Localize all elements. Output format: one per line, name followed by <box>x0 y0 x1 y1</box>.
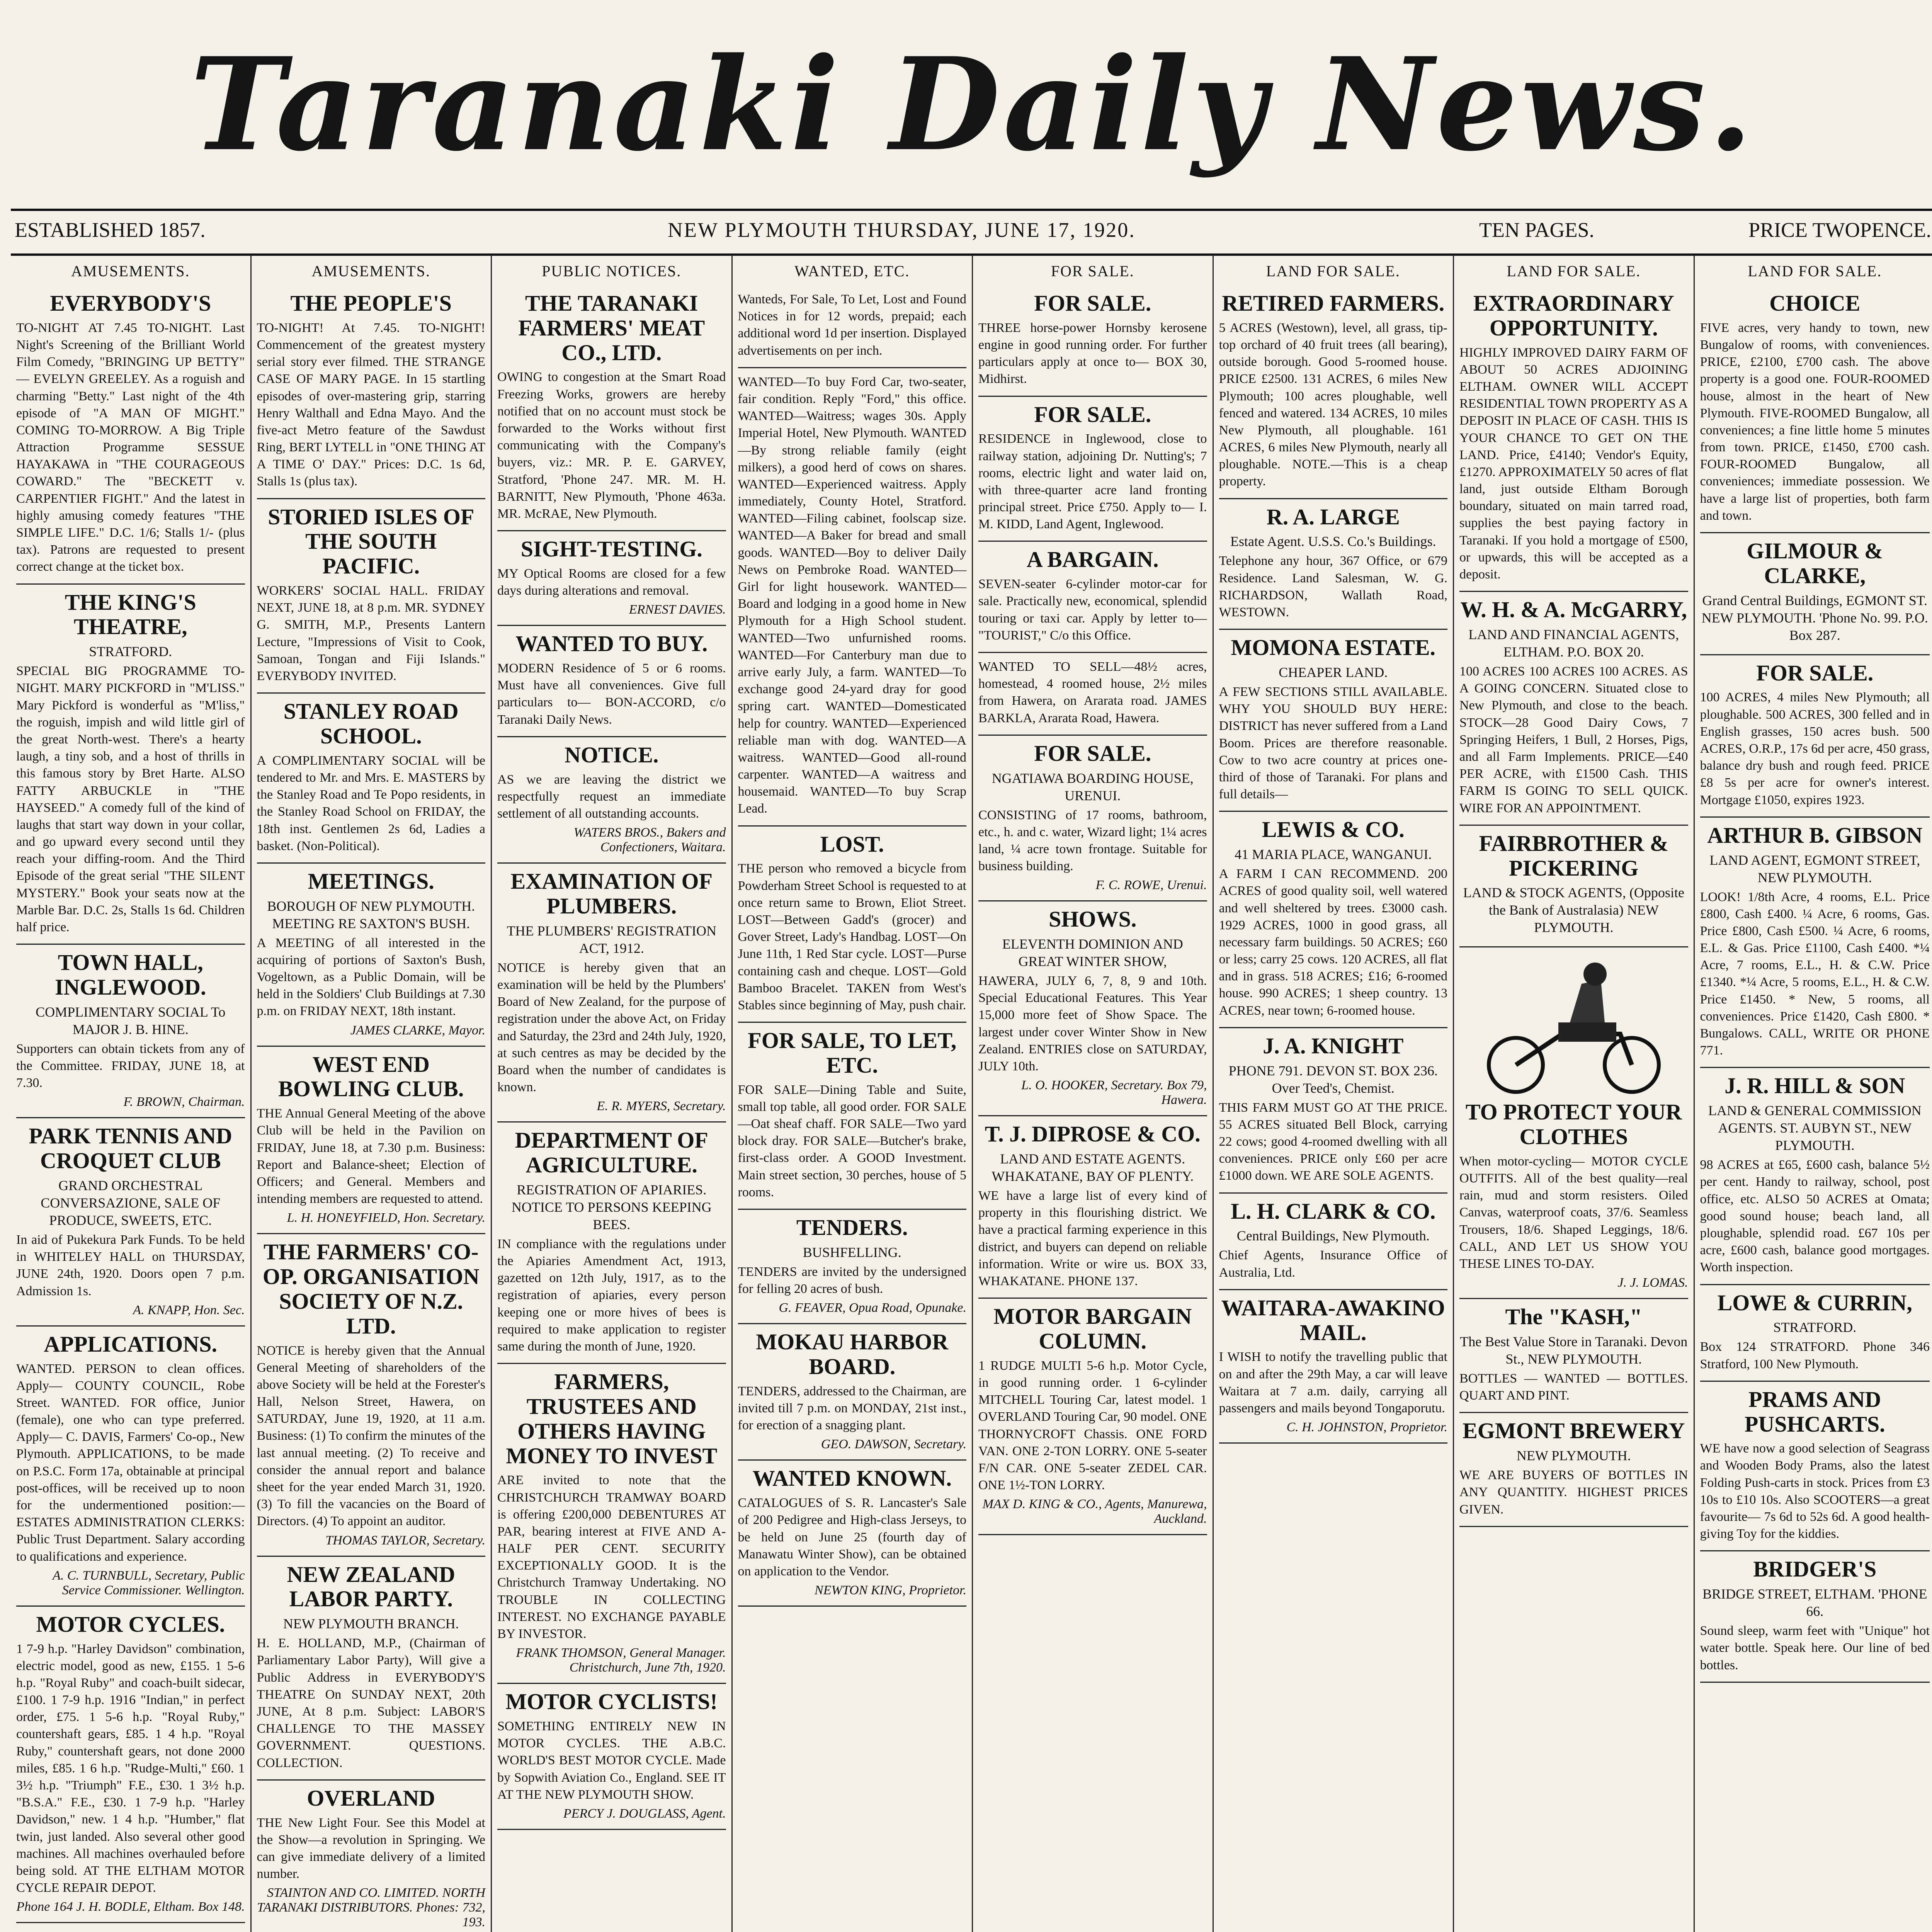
advertisement <box>257 1557 486 1781</box>
ad-subtitle: ELEVENTH DOMINION AND GREAT WINTER SHOW, <box>1002 936 1183 969</box>
ad-title: THE FARMERS' CO-OP. ORGANISATION SOCIETY OF N.Z. LTD. <box>262 1239 480 1338</box>
advertisement <box>257 694 486 864</box>
advertisement <box>1459 1413 1688 1527</box>
ad-title: EXAMINATION OF PLUMBERS. <box>510 869 713 918</box>
ad-title: OVERLAND <box>307 1785 435 1811</box>
ad-title: PRAMS AND PUSHCARTS. <box>1744 1386 1885 1437</box>
ad-title: TENDERS. <box>796 1215 908 1240</box>
advertisement <box>738 1324 967 1461</box>
ad-title: FOR SALE, TO LET, ETC. <box>748 1028 957 1078</box>
ad-body: HIGHLY IMPROVED DAIRY FARM OF ABOUT 50 ACRES ADJOINING ELTHAM. OWNER WILL ACCEPT RESIDENTIAL TOWN PROPERTY AS A DEPOSIT IN PLACE OF CASH. THIS IS YOUR CHANCE TO GET ON THE LAND. Price, £4140; Vendor's Equity, £1270. APPROXIMATELY 50 acres of flat land, just outside Eltham Borough boundary, situated on main tarred road, supplies the best paying factory in Taranaki. If you hold a mortgage of £500, or upwards, this will be accepted as a deposit. <box>1459 345 1688 582</box>
advertisement <box>1219 812 1448 1028</box>
ad-signature: G. FEAVER, Opua Road, Opunake. <box>779 1301 966 1315</box>
ad-body: HAWERA, JULY 6, 7, 8, 9 and 10th. Special Educational Features. This Year 15,000 more feet of Show Space. The largest under cover Winter Show in New Zealand. ENTRIES close on SATURDAY, JULY 10th. <box>978 974 1207 1074</box>
ad-subtitle: NEW PLYMOUTH BRANCH. <box>283 1616 459 1632</box>
ad-body: 100 ACRES 100 ACRES 100 ACRES. AS A GOING CONCERN. Situated close to New Plymouth, and close to the beach. STOCK—28 Good Dairy Cows, 7 Springing Heifers, 1 Bull, 2 Horses, Pigs, and all Farm Implements. PRICE—£40 PER ACRE, with £1500 Cash. THIS FARM IS GOING TO SELL QUICK. WIRE FOR AN APPOINTMENT. <box>1459 664 1688 815</box>
advertisement <box>1459 592 1688 825</box>
ad-title: MOKAU HARBOR BOARD. <box>756 1329 949 1379</box>
ad-title: WANTED TO BUY. <box>515 631 708 656</box>
ad-title: LOST. <box>820 831 884 857</box>
ad-title: A BARGAIN. <box>1026 547 1159 572</box>
ad-signature: C. H. JOHNSTON, Proprietor. <box>1286 1420 1447 1435</box>
ad-subtitle: Estate Agent. U.S.S. Co.'s Buildings. <box>1230 534 1436 549</box>
advertisement <box>16 945 245 1118</box>
ad-subtitle: THE PLUMBERS' REGISTRATION ACT, 1912. <box>507 923 716 956</box>
ad-signature: WATERS BROS., Bakers and Confectioners, Waitara. <box>573 825 726 855</box>
ad-title: WAITARA-AWAKINO MAIL. <box>1221 1295 1445 1345</box>
ad-title: FOR SALE. <box>1034 740 1151 766</box>
ad-signature: Phone 164 J. H. BODLE, Eltham. Box 148. <box>16 1900 245 1914</box>
ad-body: FIVE acres, very handy to town, new Bungalow of rooms, with conveniences. PRICE, £2100, £700 cash. The above property is a good one. FOUR-ROOMED house, almost in the heart of New Plymouth. FIVE-ROOMED Bungalow, all conveniences; a fine little home 5 minutes from town. PRICE, £1450, £700 cash. FOUR-ROOMED Bungalow, all conveniences; immediate possession. We have a large list of properties, both farm and town. <box>1700 320 1930 523</box>
ad-title: BRIDGER'S <box>1753 1556 1877 1582</box>
column-heading: LAND FOR SALE. <box>1748 262 1882 280</box>
ad-title: J. A. KNIGHT <box>1263 1033 1404 1058</box>
advertisement <box>16 1607 245 1923</box>
column-heading: WANTED, ETC. <box>794 262 910 280</box>
column-2 <box>252 255 492 1932</box>
advertisement <box>1219 499 1448 630</box>
ad-title: LEWIS & CO. <box>1262 817 1405 842</box>
ad-signature: JAMES CLARKE, Mayor. <box>350 1023 485 1037</box>
ad-body: MY Optical Rooms are closed for a few days during alterations and removal. <box>497 566 726 598</box>
ad-title: MOMONA ESTATE. <box>1231 635 1436 660</box>
ad-subtitle: BUSHFELLING. <box>803 1244 901 1260</box>
ad-title: MEETINGS. <box>308 868 434 894</box>
ad-signature: STAINTON AND CO. LIMITED. NORTH TARANAKI DISTRIBUTORS. Phones: 732, 193. <box>257 1886 485 1930</box>
ad-title: EGMONT BREWERY <box>1463 1418 1685 1444</box>
ad-subtitle: LAND & STOCK AGENTS, (Opposite the Bank of Australasia) NEW PLYMOUTH. <box>1463 885 1684 935</box>
ad-title: STORIED ISLES OF THE SOUTH PACIFIC. <box>268 504 474 579</box>
ad-body: A COMPLIMENTARY SOCIAL will be tendered to Mr. and Mrs. E. MASTERS by the Stanley Road and Te Popo residents, in the Stanley Road School on FRIDAY, the 18th inst. Gentlemen 2s 6d, Ladies a basket. (Non-Political). <box>257 753 485 853</box>
advertisement <box>1700 286 1930 533</box>
ad-body: RESIDENCE in Inglewood, close to railway station, adjoining Dr. Nutting's; 7 rooms, electric light and water laid on, with three-quarter acre land fronting principal street. Price £750. Apply to— I. M. KIDD, Land Agent, Inglewood. <box>978 432 1207 532</box>
advertisement <box>257 864 486 1047</box>
ad-title: GILMOUR & CLARKE, <box>1747 538 1883 588</box>
ad-body: WANTED. PERSON to clean offices. Apply— COUNTY COUNCIL, Robe Street. WANTED. FOR office, Junior (female), one who can type preferred. Apply— C. DAVIS, Farmers' Co-op., New Plymouth. APPLICATIONS, to be made on P.S.C. Form 17a, obtainable at principal post-offices, will be received up to noon for the undermentioned position:— ESTATES ADMINISTRATION CLERKS: Public Trust Department. Salary according to qualifications and experience. <box>16 1361 245 1564</box>
ad-body: WE have now a good selection of Seagrass and Wooden Body Prams, also the latest Folding Push-carts in stock. Prices from £3 10s to £10 10s. Also SCOOTERS—a great favourite— 7s 6d to 52s 6d. A good health-giving Toy for the kiddies. <box>1700 1441 1930 1541</box>
masthead-title: Taranaki Daily News. <box>190 29 1756 179</box>
advertisement <box>1219 286 1448 499</box>
ad-title: EXTRAORDINARY OPPORTUNITY. <box>1473 291 1674 340</box>
ad-body: WE have a large list of every kind of property in this flourishing district. We have a practical farming experience in this district, and buyers can depend on reliable information. Write or wire us. BOX 33, WHAKATANE. PHONE 137. <box>978 1189 1207 1288</box>
ad-title: NEW ZEALAND LABOR PARTY. <box>287 1561 456 1612</box>
advertisement <box>978 397 1207 542</box>
advertisement <box>1700 655 1930 818</box>
ad-body: TO-NIGHT AT 7.45 TO-NIGHT. Last Night's Screening of the Brilliant World Film Comedy, "BRINGING UP BETTY" — EVELYN GREELEY. As a roguish and charming "Betty." Last night of the 4th episode of "A MAN OF MIGHT." COMING TO-MORROW. A Big Triple Attraction Programme SESSUE HAYAKAWA in "THE COURAGEOUS COWARD." The "BECKETT v. CARPENTIER FIGHT." And the latest in highly amusing comedy features "THE SIMPLE LIFE." D.C. 1/6; Stalls 1/- (plus tax). Patrons are requested to present correct change at the ticket box. <box>16 320 245 574</box>
ad-title: FAIRBROTHER & PICKERING <box>1479 830 1668 881</box>
advertisement <box>978 736 1207 902</box>
column-heading: AMUSEMENTS. <box>311 262 431 280</box>
advertisement <box>497 286 726 531</box>
ad-title: The "KASH," <box>1505 1304 1642 1330</box>
advertisement <box>1459 826 1688 948</box>
ad-body: CONSISTING of 17 rooms, bathroom, etc., h. and c. water, Wizard light; 1¼ acres land, ¼ acre town frontage. Suitable for business building. <box>978 808 1207 874</box>
ad-title: J. R. HILL & SON <box>1725 1073 1905 1099</box>
ad-body: THE New Light Four. See this Model at the Show—a revolution in Springing. We can give immediate delivery of a limited number. <box>257 1815 485 1881</box>
pages-label: TEN PAGES. <box>1479 218 1595 242</box>
ad-title: PARK TENNIS AND CROQUET CLUB <box>29 1123 232 1173</box>
ad-signature: F. BROWN, Chairman. <box>123 1095 245 1109</box>
advertisement <box>1219 630 1448 812</box>
ad-body: SEVEN-seater 6-cylinder motor-car for sale. Practically new, economical, splendid touring or taxi car. Apply by letter to— "TOURIST," C/o this Office. <box>978 577 1207 643</box>
ad-body: 1 7-9 h.p. "Harley Davidson" combination, electric model, good as new, £155. 1 5-6 h.p. "Royal Ruby" and coach-built sidecar, £100. 1 7-9 h.p. 1916 "Indian," in perfect order, £75. 1 5-6 h.p. "Royal Ruby," countershaft gears, £85. 1 4 h.p. "Royal Ruby," countershaft gears, not done 2000 miles, £85. 1 6 h.p. "Rudge-Multi," £60. 1 3½ h.p. "Triumph" F.E., £30. 1 3½ h.p. "B.S.A." F.E., £30. 1 7-9 h.p. "Harley Davidson," new. 1 4 h.p. "Humber," flat twin, just landed. Also several other good machines. All machines overhauled before being sold. AT THE ELTHAM MOTOR CYCLE REPAIR DEPOT. <box>16 1641 245 1895</box>
ad-title: FOR SALE. <box>1034 401 1151 427</box>
advertisement <box>16 286 245 585</box>
ad-body: A FEW SECTIONS STILL AVAILABLE. WHY YOU SHOULD BUY HERE: DISTRICT has never suffered from a Land Boom. Prices are therefore reasonable. Cow to two acre country at prices one-third of those of Taranaki. For plans and full details— <box>1219 685 1447 802</box>
advertisement <box>1219 1290 1448 1444</box>
advertisement <box>257 286 486 499</box>
ad-body: In aid of Pukekura Park Funds. To be held in WHITELEY HALL on THURSDAY, JUNE 24th, 1920. Doors open 7 p.m. Admission 1s. <box>16 1232 245 1298</box>
ad-body: When motor-cycling— MOTOR CYCLE OUTFITS. All of the best quality—real rain, mud and storm resisters. Oiled Canvas, waterproof coats, 37/6. Seamless Trousers, 18/6. Shaped Leggings, 18/6. CALL, AND LET US SHOW YOU THESE LINES TO-DAY. <box>1459 1154 1688 1271</box>
column-8 <box>1695 255 1932 1932</box>
ad-title: TO PROTECT YOUR CLOTHES <box>1465 1099 1682 1150</box>
ad-body: OWING to congestion at the Smart Road Freezing Works, growers are hereby notified that on no account must stock be forwarded to the Works without first communicating with the Company's buyers, viz.: MR. P. E. GARVEY, Stratford, 'Phone 247. MR. M. H. BARNITT, New Plymouth, 'Phone 463a. MR. McRAE, New Plymouth. <box>497 370 726 521</box>
ad-body: 100 ACRES, 4 miles New Plymouth; all ploughable. 500 ACRES, 300 felled and in English grasses, 150 acres bush. 500 ACRES, O.R.P., 17s 6d per acre, 450 grass, balance dry bush and rough feed. PRICE £8 5s per acre for owner's interest. Mortgage £1050, expires 1923. <box>1700 690 1930 807</box>
advertisement <box>497 1684 726 1830</box>
ad-signature: F. C. ROWE, Urenui. <box>1095 878 1207 893</box>
advertisement <box>1700 1068 1930 1285</box>
advertisement <box>738 368 967 827</box>
ad-signature: ERNEST DAVIES. <box>629 602 726 617</box>
ad-subtitle: Central Buildings, New Plymouth. <box>1236 1228 1430 1244</box>
ad-title: THE PEOPLE'S <box>290 291 452 316</box>
ad-title: EVERYBODY'S <box>50 291 211 316</box>
advertisement <box>738 1461 967 1607</box>
ad-signature: L. H. HONEYFIELD, Hon. Secretary. <box>287 1211 485 1225</box>
ad-body: THE Annual General Meeting of the above Club will be held in the Pavilion on FRIDAY, June 18, at 7.30 p.m. Business: Report and Balance-sheet; Election of Officers; and General. Members and intending members are requested to attend. <box>257 1106 485 1206</box>
ad-subtitle: BRIDGE STREET, ELTHAM. 'PHONE 66. <box>1702 1586 1927 1619</box>
dateline-bar <box>11 209 1932 256</box>
advertisement <box>16 1327 245 1607</box>
advertisement <box>1700 533 1930 655</box>
ad-subtitle: LAND AGENT, EGMONT STREET, NEW PLYMOUTH. <box>1709 852 1920 885</box>
advertisement <box>257 1781 486 1932</box>
ad-subtitle: LAND AND FINANCIAL AGENTS, ELTHAM. P.O. BOX 20. <box>1468 627 1679 660</box>
ad-body: TENDERS are invited by the undersigned for felling 20 acres of bush. <box>738 1264 966 1296</box>
column-6 <box>1214 255 1454 1932</box>
ad-signature: A. KNAPP, Hon. Sec. <box>133 1303 245 1317</box>
ad-body: Chief Agents, Insurance Office of Australia, Ltd. <box>1219 1248 1447 1280</box>
ad-subtitle: NGATIAWA BOARDING HOUSE, URENUI. <box>992 770 1194 803</box>
ad-body: Telephone any hour, 367 Office, or 679 Residence. Land Salesman, W. G. RICHARDSON, Wallath Road, WESTOWN. <box>1219 554 1447 620</box>
ad-title: MOTOR BARGAIN COLUMN. <box>993 1304 1192 1354</box>
ad-title: RETIRED FARMERS. <box>1222 291 1445 316</box>
ad-body: WORKERS' SOCIAL HALL. FRIDAY NEXT, JUNE 18, at 8 p.m. MR. SYDNEY G. SMITH, M.P., Presents Lantern Lecture, "Impressions of Visit to Cook, Samoan, Tongan and Fiji Islands." EVERYBODY INVITED. <box>257 583 485 683</box>
advertisement <box>1219 1028 1448 1194</box>
ad-body: WE ARE BUYERS OF BOTTLES IN ANY QUANTITY. HIGHEST PRICES GIVEN. <box>1459 1468 1688 1517</box>
advertisement <box>1700 1382 1930 1552</box>
ad-body: NOTICE is hereby given that an examination will be held by the Plumbers' Board of New Zealand, for the purpose of registration under the above Act, on Friday and Saturday, the 23rd and 24th July, 1920, at such centres as may be decided by the Board when the number of candidates is known. <box>497 960 726 1095</box>
ad-title: NOTICE. <box>565 742 659 767</box>
column-5 <box>973 255 1214 1932</box>
ad-body: THE person who removed a bicycle from Powderham Street School is requested to at once return same to Brown, Eliot Street. LOST—Between Gadd's (grocer) and Gover Street, Lady's Handbag. LOST—On June 11th, 1 Red Star cycle. LOST—Purse containing cash and cheque. LOST—Gold Bamboo Bracelet. TAKEN from West's Stables since beginning of May, push chair. <box>738 861 966 1012</box>
advertisement <box>16 1118 245 1326</box>
ad-title: FOR SALE. <box>1034 291 1151 316</box>
ad-title: APPLICATIONS. <box>44 1331 217 1357</box>
advertisement <box>978 1116 1207 1299</box>
ad-body: 98 ACRES at £65, £600 cash, balance 5½ per cent. Handy to railway, school, post office, etc. ALSO 50 ACRES at Omata; good sound house; beach land, all ploughable, splendid road. £67 10s per acre, £600 cash, balance good mortgages. Worth inspection. <box>1700 1158 1930 1275</box>
ad-title: MOTOR CYCLES. <box>36 1611 225 1637</box>
advertisement <box>497 531 726 626</box>
ad-subtitle: 41 MARIA PLACE, WANGANUI. <box>1235 847 1432 862</box>
price-label: PRICE TWOPENCE. <box>1748 218 1931 242</box>
column-4 <box>733 255 973 1932</box>
ad-subtitle: PHONE 791. DEVON ST. BOX 236. Over Teed's, Chemist. <box>1228 1063 1438 1096</box>
ad-body: NOTICE is hereby given that the Annual General Meeting of shareholders of the above Society will be held at the Forester's Hall, Nelson Street, Hawera, on SATURDAY, June 19, 1920, at 11 a.m. Business: (1) To confirm the minutes of the last annual meeting. (2) To receive and consider the annual report and balance sheet for the year ended March 31, 1920. (3) To fill the vacancies on the Board of Directors. (4) To appoint an auditor. <box>257 1343 485 1529</box>
ad-title: W. H. & A. McGARRY, <box>1460 597 1687 622</box>
ad-title: THE KING'S THEATRE, <box>65 589 196 639</box>
column-heading: AMUSEMENTS. <box>71 262 190 280</box>
column-heading: PUBLIC NOTICES. <box>542 262 682 280</box>
ad-title: TOWN HALL, INGLEWOOD. <box>54 950 206 1000</box>
ad-title: FARMERS, TRUSTEES AND OTHERS HAVING MONEY TO INVEST <box>506 1369 718 1468</box>
advertisement <box>497 1364 726 1684</box>
ad-body: 1 RUDGE MULTI 5-6 h.p. Motor Cycle, in good running order. 1 6-cylinder MITCHELL Touring Car, latest model. 1 OVERLAND Touring Car, 90 model. ONE THORNYCROFT Chassis. ONE FORD VAN. ONE 2-TON LORRY. ONE 5-seater F/N CAR. ONE 5-seater ZEDEL CAR. ONE 1½-TON LORRY. <box>978 1358 1207 1493</box>
ad-signature: MAX D. KING & CO., Agents, Manurewa, Auckland. <box>982 1497 1207 1526</box>
ad-subtitle: LAND & GENERAL COMMISSION AGENTS. ST. AUBYN ST., NEW PLYMOUTH. <box>1708 1103 1922 1153</box>
advertisement <box>978 1299 1207 1535</box>
ad-body: H. E. HOLLAND, M.P., (Chairman of Parliamentary Labor Party), Will give a Public Address in EVERYBODY'S THEATRE On SUNDAY NEXT, 20th JUNE, At 8 p.m. Subject: LABOR'S CHALLENGE TO THE MASSEY GOVERNMENT. QUESTIONS. COLLECTION. <box>257 1636 485 1770</box>
advertisement <box>497 1122 726 1364</box>
advertisement <box>1219 1194 1448 1290</box>
ad-signature: FRANK THOMSON, General Manager. Christchurch, June 7th, 1920. <box>516 1646 726 1675</box>
ad-body: FOR SALE—Dining Table and Suite, small top table, all good order. FOR SALE—Oat sheaf chaff. FOR SALE—Two yard block dray. FOR SALE—Butcher's brake, first-class order. A GOOD Investment. Main street section, 30 perches, house of 5 rooms. <box>738 1082 966 1199</box>
ad-subtitle: CHEAPER LAND. <box>1279 665 1388 680</box>
advertisement <box>1700 1285 1930 1382</box>
ad-subtitle: STRATFORD. <box>1773 1320 1857 1335</box>
column-heading: LAND FOR SALE. <box>1507 262 1641 280</box>
ad-title: THE TARANAKI FARMERS' MEAT CO., LTD. <box>518 291 705 365</box>
column-heading: LAND FOR SALE. <box>1266 262 1400 280</box>
ad-signature: NEWTON KING, Proprietor. <box>815 1583 966 1598</box>
ad-body: Sound sleep, warm feet with "Unique" hot water bottle. Speak here. Our line of bed bottles. <box>1700 1624 1930 1672</box>
ad-subtitle: REGISTRATION OF APIARIES. NOTICE TO PERSONS KEEPING BEES. <box>511 1182 712 1232</box>
established-label: ESTABLISHED 1857. <box>15 218 206 242</box>
ad-title: LOWE & CURRIN, <box>1717 1290 1912 1315</box>
advertisement <box>738 1210 967 1324</box>
ad-title: L. H. CLARK & CO. <box>1231 1198 1436 1224</box>
ad-title: CHOICE <box>1769 291 1861 316</box>
ad-signature: GEO. DAWSON, Secretary. <box>821 1437 966 1452</box>
ad-subtitle: Grand Central Buildings, EGMONT ST. NEW PLYMOUTH. 'Phone No. 99. P.O. Box 287. <box>1701 592 1928 643</box>
ad-subtitle: LAND AND ESTATE AGENTS. WHAKATANE, BAY OF PLENTY. <box>992 1151 1194 1184</box>
ad-body: LOOK! 1/8th Acre, 4 rooms, E.L. Price £800, Cash £400. ¼ Acre, 6 rooms, Gas. Price £800, Cash £500. ¼ Acre, 6 rooms, E.L. & Gas. Price £1100, Cash £400. *¼ Acre, 7 rooms, E.L., H. & C.W. Price £1340. *¼ Acre, 5 rooms, E.L., H. & C.W. Price £1450. * New, 5 rooms, all conveniences. Price £1420, Cash £800. * Bungalows. CALL, WRITE OR PHONE 771. <box>1700 889 1930 1058</box>
ad-subtitle: COMPLIMENTARY SOCIAL To MAJOR J. B. HINE. <box>36 1004 226 1037</box>
advertisement <box>1700 818 1930 1068</box>
ad-body: BOTTLES — WANTED — BOTTLES. QUART AND PINT. <box>1459 1371 1688 1403</box>
ad-body: A FARM I CAN RECOMMEND. 200 ACRES of good quality soil, well watered and well sheltered by trees. £3000 cash. 1929 ACRES, 1000 in good grass, all necessary farm buildings. 50 ACRES; £60 or less; carry 25 cows. 120 ACRES, all flat and in grass. 518 ACRES; £16; 6-roomed house. 990 ACRES; 1 sheep country. 13 ACRES, near town; 6-roomed house. <box>1219 867 1447 1018</box>
ad-title: MOTOR CYCLISTS! <box>505 1689 718 1714</box>
ad-title: T. J. DIPROSE & CO. <box>985 1121 1201 1147</box>
ad-body: SPECIAL BIG PROGRAMME TO-NIGHT. MARY PICKFORD in "M'LISS." Mary Pickford is wonderful as "M'liss," the roguish, impish and wild little girl of the great North-west. There's a hearty laugh, a tiny sob, and a host of thrills in this famous story by Bret Harte. ALSO FATTY ARBUCKLE in "THE HAYSEED." A comedy full of the kind of laughs that start way down in your collar, and go upward every second until they reach your diffing-room. And the Third Episode of the great serial "THE SILENT MYSTERY." Book your seats now at the Marble Bar. D.C. 2s, Stalls 1s 6d. Children half price. <box>16 664 245 935</box>
ad-signature: PERCY J. DOUGLASS, Agent. <box>563 1806 726 1821</box>
ad-body: ARE invited to note that the CHRISTCHURCH TRAMWAY BOARD is offering £200,000 DEBENTURES AT PAR, bearing interest at FIVE AND A-HALF PER CENT. SECURITY EXCEPTIONALLY GOOD. It is the Christchurch Tramway Undertaking. NO TROUBLE IN COLLECTING INTEREST. NO EXCHANGE PAYABLE BY INVESTOR. <box>497 1473 726 1641</box>
ad-signature: A. C. TURNBULL, Secretary, Public Service Commissioner. Wellington. <box>53 1568 245 1597</box>
advertisement <box>738 286 967 368</box>
ad-title: R. A. LARGE <box>1266 504 1400 529</box>
column-heading: FOR SALE. <box>1051 262 1134 280</box>
ad-title: DEPARTMENT OF AGRICULTURE. <box>515 1128 708 1178</box>
ad-title: SIGHT-TESTING. <box>520 536 702 562</box>
advertisement <box>978 653 1207 736</box>
ad-title: WANTED KNOWN. <box>752 1466 952 1491</box>
ad-subtitle: BOROUGH OF NEW PLYMOUTH. MEETING RE SAXTON'S BUSH. <box>267 898 475 931</box>
ad-subtitle: NEW PLYMOUTH. <box>1516 1448 1631 1464</box>
ad-body: A MEETING of all interested in the acquiring of portions of Saxton's Bush, Vogeltown, as a Public Domain, will be held in the Soldiers' Club Buildings at 7.30 p.m. on FRIDAY NEXT, 18th instant. <box>257 935 485 1019</box>
ad-signature: J. J. LOMAS. <box>1617 1276 1688 1290</box>
advertisement <box>1459 947 1688 1299</box>
dateline: NEW PLYMOUTH THURSDAY, JUNE 17, 1920. <box>668 218 1136 242</box>
ad-subtitle: The Best Value Store in Taranaki. Devon St., NEW PLYMOUTH. <box>1460 1334 1688 1367</box>
ad-body: THREE horse-power Hornsby kerosene engine in good running order. For further particulars apply at once to— BOX 30, Midhirst. <box>978 320 1207 386</box>
ad-body: SOMETHING ENTIRELY NEW IN MOTOR CYCLES. THE A.B.C. WORLD'S BEST MOTOR CYCLE. Made by Sopwith Aviation Co., England. SEE IT AT THE NEW PLYMOUTH SHOW. <box>497 1719 726 1802</box>
motorcyclist-illustration <box>1473 957 1674 1096</box>
column-3 <box>492 255 733 1932</box>
ad-title: FOR SALE. <box>1756 660 1874 685</box>
ad-body: CATALOGUES of S. R. Lancaster's Sale of 200 Pedigree and High-class Jerseys, to be held on June 25 (fourth day of Manawatu Winter Show), can be obtained on application to the Vendor. <box>738 1496 966 1578</box>
advertisement <box>978 542 1207 653</box>
advertisement <box>497 864 726 1122</box>
ad-body: THIS FARM MUST GO AT THE PRICE. 55 ACRES situated Bell Block, carrying 22 cows; good 4-roomed dwelling with all conveniences. PRICE only £60 per acre £1000 down. WE ARE SOLE AGENTS. <box>1219 1100 1447 1183</box>
ad-title: STANLEY ROAD SCHOOL. <box>283 699 459 748</box>
ad-subtitle: GRAND ORCHESTRAL CONVERSAZIONE, SALE OF PRODUCE, SWEETS, ETC. <box>41 1177 221 1228</box>
advertisement <box>257 1047 486 1235</box>
advertisement <box>257 499 486 694</box>
column-1 <box>11 255 252 1932</box>
advertisement <box>738 1023 967 1210</box>
ad-body: IN compliance with the regulations under the Apiaries Amendment Act, 1913, gazetted on 12th July, 1917, as to the registration of apiaries, every person keeping one or more hives of bees is required to make application to register same during the month of June, 1920. <box>497 1236 726 1354</box>
advertisement <box>497 737 726 864</box>
advertisement <box>16 585 245 945</box>
column-7 <box>1454 255 1695 1932</box>
ad-body: TO-NIGHT! At 7.45. TO-NIGHT! Commencement of the greatest mystery serial story ever filmed. THE STRANGE CASE OF MARY PAGE. In 15 startling episodes of over-mastering grip, starring Henry Walthall and Edna Mayo. And the five-act Metro feature of the Sawdust Ring, BERT LYTELL in "ONE THING AT A TIME O' DAY." Prices: D.C. 1s 6d, Stalls 1s (plus tax). <box>257 320 485 489</box>
ad-body: TENDERS, addressed to the Chairman, are invited till 7 p.m. on MONDAY, 21st inst., for erection of a snagging plant. <box>738 1384 966 1433</box>
ad-body: Box 124 STRATFORD. Phone 346 Stratford, 100 New Plymouth. <box>1700 1340 1930 1371</box>
ad-body: Wanteds, For Sale, To Let, Lost and Found Notices in for 12 words, prepaid; each additional word 1d per insertion. Displayed advertisements on per inch. <box>738 292 966 358</box>
ad-body: WANTED—To buy Ford Car, two-seater, fair condition. Reply "Ford," this office. WANTED—Waitress; wages 30s. Apply Imperial Hotel, New Plymouth. WANTED—By strong reliable family (eight milkers), a good herd of cows on shares. WANTED—Experienced waitress. Apply immediately, County Hotel, Stratford. WANTED—Filing cabinet, foolscap size. WANTED—A Baker for bread and small goods. WANTED—Boy to deliver Daily News on Pembroke Road. WANTED—Girl for light housework. WANTED—Board and lodging in a good home in New Plymouth for a High School student. WANTED—Two unfurnished rooms. WANTED—For Canterbury man due to arrive early July, a farm. WANTED—To exchange good 24-yard dray for good spring cart. WANTED—Domesticated help for country. WANTED—Experienced reliable man with dog. WANTED—A waitress. WANTED—Good all-round carpenter. WANTED—A waitress and housemaid. WANTED—To buy Scrap Lead. <box>738 374 966 816</box>
advertisement <box>497 626 726 737</box>
advertisement <box>1459 1299 1688 1413</box>
ad-signature: THOMAS TAYLOR, Secretary. <box>325 1533 485 1548</box>
ad-title: SHOWS. <box>1049 906 1137 932</box>
ad-title: ARTHUR B. GIBSON <box>1707 822 1923 848</box>
masthead <box>11 8 1932 201</box>
ad-body: MODERN Residence of 5 or 6 rooms. Must have all conveniences. Give full particulars to— BON-ACCORD, c/o Taranaki Daily News. <box>497 661 726 727</box>
ad-signature: E. R. MYERS, Secretary. <box>597 1099 726 1114</box>
advertisement <box>978 286 1207 397</box>
advertisement <box>978 901 1207 1116</box>
ad-body: AS we are leaving the district we respectfully request an immediate settlement of all outstanding accounts. <box>497 772 726 821</box>
ad-subtitle: STRATFORD. <box>89 644 172 660</box>
advertisement <box>1459 286 1688 592</box>
advertisement <box>1700 1551 1930 1682</box>
ad-body: Supporters can obtain tickets from any of the Committee. FRIDAY, JUNE 18, at 7.30. <box>16 1041 245 1090</box>
columns-area <box>11 255 1932 1932</box>
advertisement <box>257 1234 486 1556</box>
ad-body: I WISH to notify the travelling public that on and after the 29th May, a car will leave Waitara at 7 a.m. daily, carrying all passengers and mails beyond Tongaporutu. <box>1219 1350 1447 1415</box>
ad-title: WEST END BOWLING CLUB. <box>278 1051 464 1102</box>
advertisement <box>738 827 967 1023</box>
ad-signature: L. O. HOOKER, Secretary. Box 79, Hawera. <box>1021 1078 1207 1107</box>
ad-body: 5 ACRES (Westown), level, all grass, tip-top orchard of 40 fruit trees (all bearing), outside borough. Good 5-roomed house. PRICE £2500. 131 ACRES, 6 miles New Plymouth; 100 acres ploughable, well fenced and watered. 134 ACRES, 10 miles New Plymouth, all ploughable. 161 ACRES, 6 miles New Plymouth, nearly all ploughable. NOTE.—This is a cheap property. <box>1219 320 1447 489</box>
ad-body: WANTED TO SELL—48½ acres, homestead, 4 roomed house, 2½ miles from Hawera, on Ararata road. JAMES BARKLA, Ararata Road, Hawera. <box>978 660 1207 725</box>
